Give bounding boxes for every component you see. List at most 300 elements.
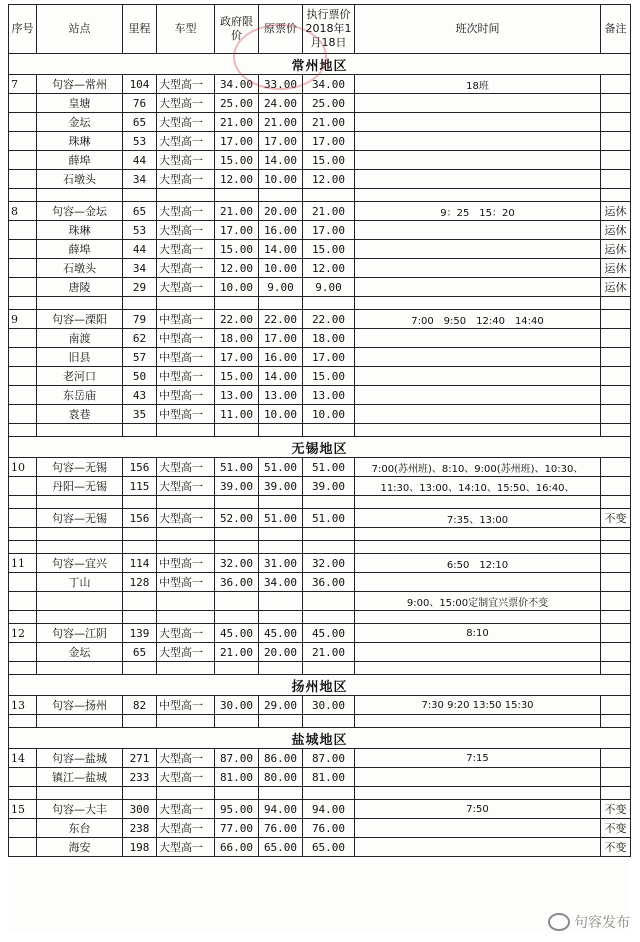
- row-vehicle-type: 中型高一: [157, 405, 215, 424]
- empty-cell: [601, 297, 631, 310]
- row-remark: [601, 592, 631, 611]
- table-row: [9, 477, 631, 496]
- row-gov-limit: 32.00: [215, 554, 259, 573]
- row-vehicle-type: 大型高一: [157, 75, 215, 94]
- row-schedule: 6:50 12:10: [355, 554, 601, 573]
- row-remark: 运休: [601, 202, 631, 221]
- row-vehicle-type: 大型高一: [157, 768, 215, 787]
- row-orig-price: 16.00: [259, 348, 303, 367]
- empty-cell: [355, 662, 601, 675]
- row-seq: [9, 132, 37, 151]
- row-gov-limit: 12.00: [215, 170, 259, 189]
- row-exec-price: 51.00: [303, 509, 355, 528]
- row-exec-price: 21.00: [303, 113, 355, 132]
- row-gov-limit: 45.00: [215, 624, 259, 643]
- empty-cell: [259, 541, 303, 554]
- empty-cell: [355, 787, 601, 800]
- row-seq: [9, 405, 37, 424]
- fare-table: [8, 4, 631, 857]
- row-vehicle-type: 中型高一: [157, 573, 215, 592]
- row-gov-limit: 87.00: [215, 749, 259, 768]
- row-gov-limit: 17.00: [215, 132, 259, 151]
- empty-cell: [157, 496, 215, 509]
- row-gov-limit: 39.00: [215, 477, 259, 496]
- row-schedule: [355, 573, 601, 592]
- row-exec-price: 65.00: [303, 838, 355, 857]
- empty-cell: [37, 189, 123, 202]
- row-exec-price: 15.00: [303, 151, 355, 170]
- row-distance: 50: [123, 367, 157, 386]
- row-station: 唐陵: [37, 278, 123, 297]
- empty-cell: [9, 541, 37, 554]
- row-exec-price: 15.00: [303, 240, 355, 259]
- row-vehicle-type: 大型高一: [157, 221, 215, 240]
- row-seq: [9, 113, 37, 132]
- row-exec-price: 51.00: [303, 458, 355, 477]
- row-schedule: 7:00(苏州班)、8:10、9:00(苏州班)、10:30、: [355, 458, 601, 477]
- table-row: [9, 310, 631, 329]
- row-orig-price: 76.00: [259, 819, 303, 838]
- row-schedule: 7:35、13:00: [355, 509, 601, 528]
- row-station: 丹阳—无锡: [37, 477, 123, 496]
- row-remark: 运休: [601, 221, 631, 240]
- row-gov-limit: 25.00: [215, 94, 259, 113]
- empty-cell: [9, 662, 37, 675]
- row-vehicle-type: 大型高一: [157, 624, 215, 643]
- row-schedule: 7:00 9:50 12:40 14:40: [355, 310, 601, 329]
- row-gov-limit: 95.00: [215, 800, 259, 819]
- empty-cell: [157, 787, 215, 800]
- row-remark: [601, 386, 631, 405]
- empty-cell: [303, 611, 355, 624]
- row-seq: 15: [9, 800, 37, 819]
- row-orig-price: 34.00: [259, 573, 303, 592]
- table-row: [9, 405, 631, 424]
- empty-cell: [37, 424, 123, 437]
- row-remark: [601, 768, 631, 787]
- empty-cell: [303, 662, 355, 675]
- row-orig-price: 22.00: [259, 310, 303, 329]
- row-gov-limit: 13.00: [215, 386, 259, 405]
- row-vehicle-type: 大型高一: [157, 458, 215, 477]
- header-vehicle: 车型: [157, 5, 215, 54]
- row-station: 句容—金坛: [37, 202, 123, 221]
- row-gov-limit: 17.00: [215, 348, 259, 367]
- empty-cell: [303, 541, 355, 554]
- row-distance: [123, 592, 157, 611]
- row-orig-price: 65.00: [259, 838, 303, 857]
- row-station: [37, 592, 123, 611]
- empty-cell: [355, 541, 601, 554]
- row-gov-limit: 22.00: [215, 310, 259, 329]
- row-exec-price: 9.00: [303, 278, 355, 297]
- row-remark: [601, 749, 631, 768]
- region-header-row: [9, 728, 631, 749]
- row-vehicle-type: 大型高一: [157, 132, 215, 151]
- row-exec-price: 21.00: [303, 643, 355, 662]
- row-vehicle-type: 中型高一: [157, 310, 215, 329]
- row-remark: [601, 151, 631, 170]
- row-vehicle-type: 中型高一: [157, 554, 215, 573]
- row-orig-price: 14.00: [259, 240, 303, 259]
- row-seq: 10: [9, 458, 37, 477]
- empty-cell: [303, 787, 355, 800]
- row-station: 句容—盐城: [37, 749, 123, 768]
- row-seq: 9: [9, 310, 37, 329]
- row-exec-price: 15.00: [303, 367, 355, 386]
- row-seq: 14: [9, 749, 37, 768]
- empty-cell: [123, 715, 157, 728]
- row-station: 薛埠: [37, 151, 123, 170]
- row-remark: [601, 573, 631, 592]
- row-orig-price: 94.00: [259, 800, 303, 819]
- row-gov-limit: [215, 592, 259, 611]
- row-exec-price: 39.00: [303, 477, 355, 496]
- empty-cell: [303, 715, 355, 728]
- row-schedule: [355, 240, 601, 259]
- row-seq: [9, 509, 37, 528]
- row-station: 金坛: [37, 113, 123, 132]
- row-seq: 7: [9, 75, 37, 94]
- row-exec-price: 76.00: [303, 819, 355, 838]
- row-distance: 115: [123, 477, 157, 496]
- row-gov-limit: 15.00: [215, 151, 259, 170]
- row-vehicle-type: 大型高一: [157, 278, 215, 297]
- fare-table-sheet: [8, 4, 630, 934]
- row-distance: 238: [123, 819, 157, 838]
- row-station: 石墩头: [37, 170, 123, 189]
- empty-cell: [9, 611, 37, 624]
- empty-cell: [215, 541, 259, 554]
- row-seq: [9, 643, 37, 662]
- row-station: 丁山: [37, 573, 123, 592]
- spacer-row: [9, 496, 631, 509]
- empty-cell: [123, 496, 157, 509]
- row-station: 旧县: [37, 348, 123, 367]
- row-exec-price: 17.00: [303, 132, 355, 151]
- row-gov-limit: 15.00: [215, 240, 259, 259]
- table-row: [9, 348, 631, 367]
- row-vehicle-type: 大型高一: [157, 259, 215, 278]
- row-seq: [9, 592, 37, 611]
- row-station: 老河口: [37, 367, 123, 386]
- row-orig-price: 14.00: [259, 367, 303, 386]
- row-seq: [9, 573, 37, 592]
- row-orig-price: 20.00: [259, 202, 303, 221]
- table-row: [9, 643, 631, 662]
- empty-cell: [259, 424, 303, 437]
- empty-cell: [215, 297, 259, 310]
- row-station: 薛埠: [37, 240, 123, 259]
- empty-cell: [601, 787, 631, 800]
- row-gov-limit: 10.00: [215, 278, 259, 297]
- empty-cell: [123, 787, 157, 800]
- row-distance: 104: [123, 75, 157, 94]
- row-exec-price: 34.00: [303, 75, 355, 94]
- row-station: 金坛: [37, 643, 123, 662]
- empty-cell: [37, 528, 123, 541]
- region-title: 无锡地区: [9, 437, 631, 458]
- empty-cell: [355, 611, 601, 624]
- empty-cell: [37, 541, 123, 554]
- row-orig-price: 51.00: [259, 458, 303, 477]
- row-gov-limit: 81.00: [215, 768, 259, 787]
- table-row: [9, 838, 631, 857]
- row-vehicle-type: 大型高一: [157, 643, 215, 662]
- empty-cell: [215, 662, 259, 675]
- spacer-row: [9, 611, 631, 624]
- row-distance: 82: [123, 696, 157, 715]
- table-row: [9, 749, 631, 768]
- header-schedule: 班次时间: [355, 5, 601, 54]
- table-row: [9, 509, 631, 528]
- row-distance: 62: [123, 329, 157, 348]
- row-distance: 65: [123, 643, 157, 662]
- row-distance: 57: [123, 348, 157, 367]
- row-seq: [9, 768, 37, 787]
- empty-cell: [9, 496, 37, 509]
- row-seq: [9, 259, 37, 278]
- header-exec-price: 执行票价2018年1月18日: [303, 5, 355, 54]
- empty-cell: [157, 424, 215, 437]
- row-schedule: 11:30、13:00、14:10、15:50、16:40、: [355, 477, 601, 496]
- empty-cell: [123, 189, 157, 202]
- spacer-row: [9, 297, 631, 310]
- empty-cell: [303, 424, 355, 437]
- empty-cell: [355, 528, 601, 541]
- row-orig-price: 31.00: [259, 554, 303, 573]
- empty-cell: [355, 496, 601, 509]
- row-orig-price: 17.00: [259, 329, 303, 348]
- empty-cell: [259, 787, 303, 800]
- empty-cell: [601, 189, 631, 202]
- empty-cell: [259, 611, 303, 624]
- table-row: [9, 819, 631, 838]
- region-title: 常州地区: [9, 54, 631, 75]
- empty-cell: [123, 528, 157, 541]
- empty-cell: [259, 662, 303, 675]
- row-vehicle-type: 中型高一: [157, 696, 215, 715]
- table-row: [9, 94, 631, 113]
- row-remark: [601, 329, 631, 348]
- row-seq: [9, 348, 37, 367]
- row-vehicle-type: 大型高一: [157, 838, 215, 857]
- table-row: [9, 170, 631, 189]
- empty-cell: [123, 297, 157, 310]
- empty-cell: [157, 528, 215, 541]
- row-seq: 12: [9, 624, 37, 643]
- row-seq: 11: [9, 554, 37, 573]
- empty-cell: [601, 715, 631, 728]
- row-remark: 运休: [601, 278, 631, 297]
- row-vehicle-type: 大型高一: [157, 819, 215, 838]
- row-seq: 8: [9, 202, 37, 221]
- row-schedule: 8:10: [355, 624, 601, 643]
- row-station: 珠琳: [37, 132, 123, 151]
- table-row: [9, 132, 631, 151]
- empty-cell: [303, 528, 355, 541]
- header-row: [9, 5, 631, 54]
- row-exec-price: 81.00: [303, 768, 355, 787]
- empty-cell: [355, 189, 601, 202]
- row-remark: [601, 113, 631, 132]
- empty-cell: [601, 424, 631, 437]
- empty-cell: [157, 715, 215, 728]
- empty-cell: [215, 424, 259, 437]
- row-vehicle-type: 中型高一: [157, 348, 215, 367]
- empty-cell: [9, 715, 37, 728]
- spacer-row: [9, 541, 631, 554]
- row-schedule: [355, 386, 601, 405]
- row-station: 句容—江阴: [37, 624, 123, 643]
- row-distance: 79: [123, 310, 157, 329]
- table-row: [9, 768, 631, 787]
- row-distance: 300: [123, 800, 157, 819]
- row-exec-price: 94.00: [303, 800, 355, 819]
- row-seq: [9, 151, 37, 170]
- table-row: [9, 573, 631, 592]
- row-schedule: [355, 132, 601, 151]
- row-exec-price: [303, 592, 355, 611]
- empty-cell: [215, 528, 259, 541]
- row-vehicle-type: 中型高一: [157, 386, 215, 405]
- spacer-row: [9, 424, 631, 437]
- row-seq: [9, 240, 37, 259]
- row-seq: [9, 278, 37, 297]
- empty-cell: [601, 496, 631, 509]
- table-row: [9, 151, 631, 170]
- empty-cell: [9, 787, 37, 800]
- row-seq: [9, 477, 37, 496]
- row-seq: 13: [9, 696, 37, 715]
- header-distance: 里程: [123, 5, 157, 54]
- row-station: 东岳庙: [37, 386, 123, 405]
- row-gov-limit: 21.00: [215, 202, 259, 221]
- empty-cell: [157, 662, 215, 675]
- row-station: 句容—溧阳: [37, 310, 123, 329]
- empty-cell: [37, 715, 123, 728]
- row-vehicle-type: 大型高一: [157, 170, 215, 189]
- row-gov-limit: 21.00: [215, 643, 259, 662]
- table-row: [9, 592, 631, 611]
- empty-cell: [601, 541, 631, 554]
- row-remark: [601, 405, 631, 424]
- row-gov-limit: 51.00: [215, 458, 259, 477]
- row-exec-price: 30.00: [303, 696, 355, 715]
- row-distance: 139: [123, 624, 157, 643]
- row-seq: [9, 170, 37, 189]
- row-vehicle-type: 大型高一: [157, 509, 215, 528]
- row-exec-price: 32.00: [303, 554, 355, 573]
- row-remark: 不变: [601, 800, 631, 819]
- row-distance: 53: [123, 221, 157, 240]
- row-schedule: 9：25 15：20: [355, 202, 601, 221]
- empty-cell: [9, 528, 37, 541]
- row-distance: 34: [123, 259, 157, 278]
- row-exec-price: 13.00: [303, 386, 355, 405]
- empty-cell: [215, 189, 259, 202]
- row-seq: [9, 94, 37, 113]
- empty-cell: [303, 189, 355, 202]
- table-row: [9, 624, 631, 643]
- row-distance: 128: [123, 573, 157, 592]
- row-exec-price: 25.00: [303, 94, 355, 113]
- empty-cell: [157, 611, 215, 624]
- row-station: 句容—宜兴: [37, 554, 123, 573]
- row-seq: [9, 329, 37, 348]
- row-vehicle-type: 大型高一: [157, 94, 215, 113]
- row-exec-price: 10.00: [303, 405, 355, 424]
- empty-cell: [9, 189, 37, 202]
- row-distance: 43: [123, 386, 157, 405]
- row-schedule: 18班: [355, 75, 601, 94]
- row-seq: [9, 819, 37, 838]
- row-orig-price: 45.00: [259, 624, 303, 643]
- row-schedule: 7:30 9:20 13:50 15:30: [355, 696, 601, 715]
- row-remark: [601, 170, 631, 189]
- empty-cell: [9, 297, 37, 310]
- row-schedule: [355, 367, 601, 386]
- empty-cell: [215, 496, 259, 509]
- row-vehicle-type: [157, 592, 215, 611]
- row-schedule: [355, 278, 601, 297]
- row-schedule: [355, 768, 601, 787]
- row-distance: 35: [123, 405, 157, 424]
- row-remark: [601, 554, 631, 573]
- row-orig-price: 33.00: [259, 75, 303, 94]
- row-orig-price: [259, 592, 303, 611]
- row-gov-limit: 52.00: [215, 509, 259, 528]
- empty-cell: [215, 715, 259, 728]
- row-remark: [601, 132, 631, 151]
- empty-cell: [303, 297, 355, 310]
- table-row: [9, 202, 631, 221]
- row-vehicle-type: 大型高一: [157, 240, 215, 259]
- spacer-row: [9, 787, 631, 800]
- spacer-row: [9, 662, 631, 675]
- table-row: [9, 329, 631, 348]
- row-exec-price: 17.00: [303, 348, 355, 367]
- table-row: [9, 221, 631, 240]
- row-remark: 运休: [601, 240, 631, 259]
- spacer-row: [9, 189, 631, 202]
- table-row: [9, 458, 631, 477]
- row-remark: [601, 94, 631, 113]
- table-row: [9, 240, 631, 259]
- row-distance: 156: [123, 458, 157, 477]
- row-vehicle-type: 大型高一: [157, 800, 215, 819]
- empty-cell: [259, 189, 303, 202]
- empty-cell: [215, 787, 259, 800]
- empty-cell: [37, 662, 123, 675]
- row-distance: 53: [123, 132, 157, 151]
- table-row: [9, 554, 631, 573]
- row-station: 句容—扬州: [37, 696, 123, 715]
- row-orig-price: 10.00: [259, 405, 303, 424]
- row-exec-price: 12.00: [303, 170, 355, 189]
- region-header-row: [9, 437, 631, 458]
- row-gov-limit: 12.00: [215, 259, 259, 278]
- empty-cell: [9, 424, 37, 437]
- empty-cell: [123, 662, 157, 675]
- empty-cell: [355, 424, 601, 437]
- row-vehicle-type: 大型高一: [157, 151, 215, 170]
- row-vehicle-type: 大型高一: [157, 749, 215, 768]
- row-seq: [9, 838, 37, 857]
- row-exec-price: 12.00: [303, 259, 355, 278]
- row-remark: 运休: [601, 259, 631, 278]
- row-station: 句容—无锡: [37, 509, 123, 528]
